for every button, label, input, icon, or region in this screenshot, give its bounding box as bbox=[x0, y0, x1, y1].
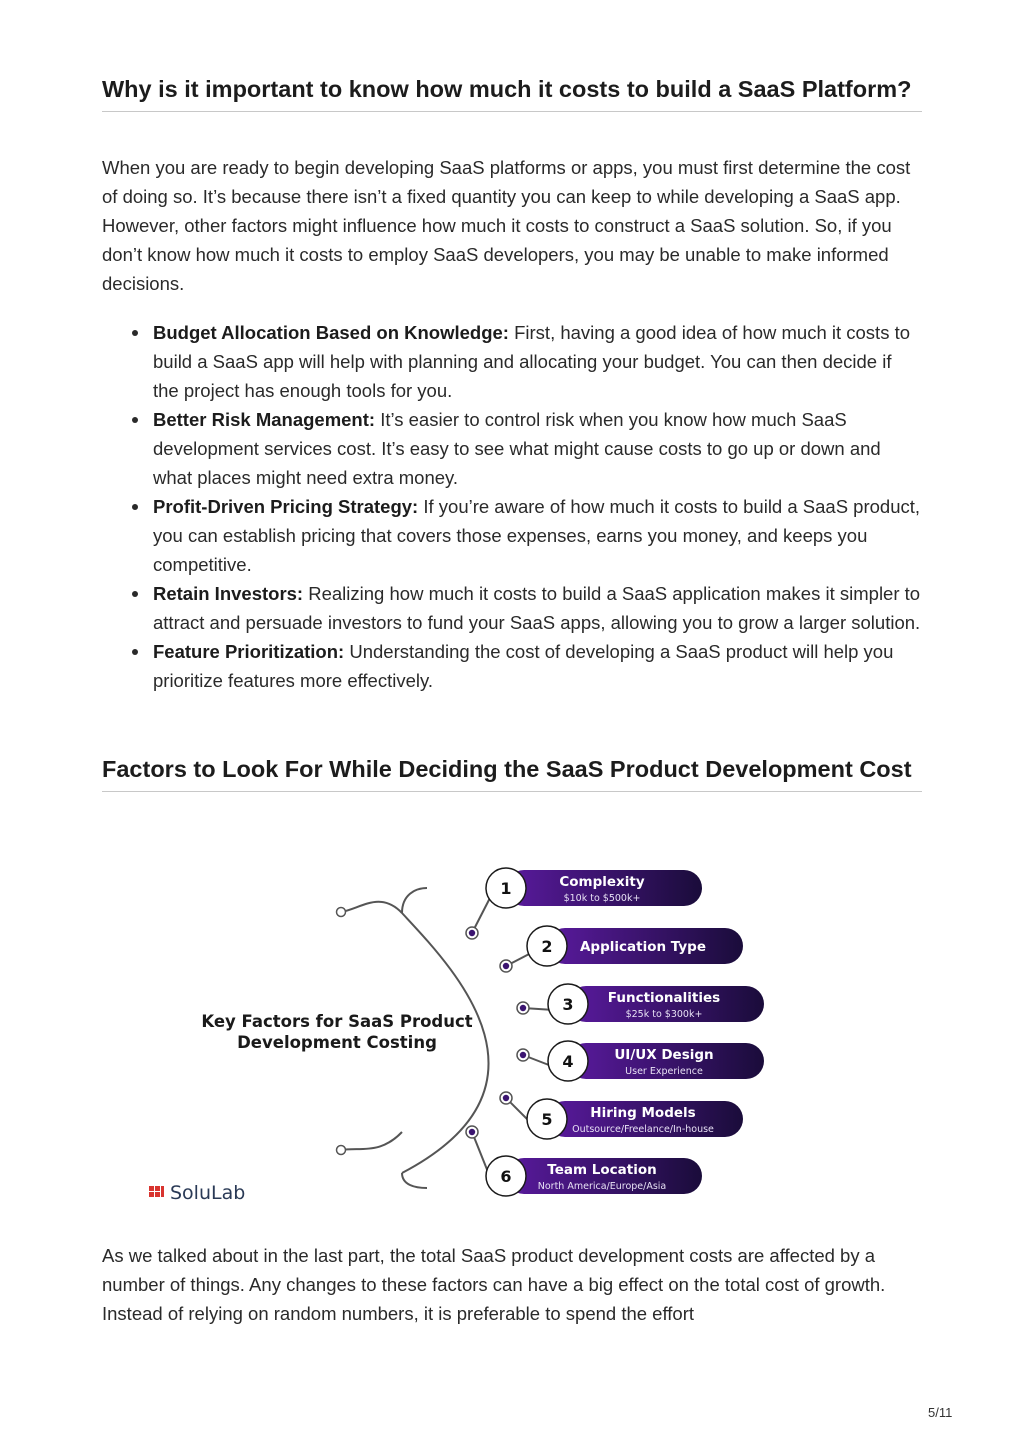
factor-number: 5 bbox=[541, 1110, 553, 1129]
benefit-item bbox=[102, 405, 922, 492]
factor-3 bbox=[517, 984, 764, 1024]
benefit-term: Better Risk Management: bbox=[153, 409, 376, 430]
benefit-text: If you’re aware of how much it costs to build a SaaS product, you can establish pricing that covers those expenses, earns you money, and keeps you competitive. bbox=[153, 496, 921, 575]
factor-sub: Outsource/Freelance/In-house bbox=[572, 1124, 714, 1135]
benefit-term: Retain Investors: bbox=[153, 583, 304, 604]
benefit-item bbox=[102, 579, 922, 637]
benefit-text: Realizing how much it costs to build a SaaS application makes it simpler to attract and persuade investors to fund your SaaS apps, allowing you to grow a larger solution. bbox=[153, 583, 921, 633]
benefit-text: Understanding the cost of developing a SaaS product will help you prioritize features more effectively. bbox=[153, 641, 894, 691]
factor-sub: $25k to $300k+ bbox=[625, 1009, 703, 1020]
factor-label: Application Type bbox=[579, 939, 707, 955]
factor-pills bbox=[466, 868, 764, 1196]
heading-factors: Factors to Look For While Deciding the SaaS Product Development Cost bbox=[102, 756, 912, 782]
spine-node-core bbox=[520, 1005, 526, 1011]
factor-number: 6 bbox=[500, 1167, 512, 1186]
solulab-logo-icon bbox=[149, 1186, 164, 1197]
heading-divider bbox=[102, 111, 922, 112]
heading-divider bbox=[102, 791, 922, 792]
factor-number: 3 bbox=[562, 995, 574, 1014]
connector-branch bbox=[341, 1132, 402, 1150]
benefit-item bbox=[102, 637, 922, 695]
factor-sub: $10k to $500k+ bbox=[563, 893, 641, 904]
section-heading-factors bbox=[102, 754, 922, 792]
spine-node-core bbox=[469, 930, 475, 936]
solulab-brand: SoluLab bbox=[170, 1182, 246, 1204]
connector-line bbox=[402, 888, 427, 913]
heading-why-important: Why is it important to know how much it costs to build a SaaS Platform? bbox=[102, 76, 912, 102]
benefits-list bbox=[102, 318, 922, 695]
page-indicator: 5/11 bbox=[928, 1405, 953, 1420]
factor-label: Complexity bbox=[559, 874, 645, 890]
endpoint-dot bbox=[337, 908, 346, 917]
benefit-item bbox=[102, 318, 922, 405]
factor-label: Functionalities bbox=[607, 990, 721, 1006]
factor-4 bbox=[517, 1041, 764, 1081]
factor-5 bbox=[500, 1092, 743, 1139]
intro-paragraph: When you are ready to begin developing SaaS platforms or apps, you must first determine the cost of doing so. It’s because there isn’t a fixed quantity you can keep to while developing a SaaS app. However, other factors might influence how much it costs to construct a SaaS solution. So, if you don’t know how much it costs to employ SaaS developers, you may be unable to make informed decisions. bbox=[102, 157, 911, 294]
spine-node-core bbox=[503, 963, 509, 969]
benefit-term: Feature Prioritization: bbox=[153, 641, 345, 662]
factor-2 bbox=[500, 926, 743, 972]
section-heading-why-important bbox=[102, 74, 922, 112]
factor-label: Team Location bbox=[547, 1162, 657, 1178]
connector-line bbox=[402, 1173, 427, 1188]
factor-number: 2 bbox=[541, 937, 553, 956]
factor-sub: User Experience bbox=[625, 1066, 703, 1077]
key-factors-diagram bbox=[140, 855, 820, 1215]
diagram-title-line2: Development Costing bbox=[237, 1033, 437, 1052]
benefit-term: Budget Allocation Based on Knowledge: bbox=[153, 322, 509, 343]
connector-branch bbox=[341, 902, 402, 913]
spine-node-core bbox=[503, 1095, 509, 1101]
factor-sub: North America/Europe/Asia bbox=[537, 1181, 667, 1192]
factors-paragraph: As we talked about in the last part, the total SaaS product development costs are affected by a number of things. Any changes to these factors can have a big effect on the total cost of growth. Instead of relying on random numbers, it is preferable to spend the effort bbox=[102, 1245, 886, 1324]
spine-node-core bbox=[520, 1052, 526, 1058]
diagram-title-line1: Key Factors for SaaS Product bbox=[201, 1012, 473, 1031]
factor-label: UI/UX Design bbox=[614, 1047, 714, 1063]
benefit-term: Profit-Driven Pricing Strategy: bbox=[153, 496, 419, 517]
factor-number: 1 bbox=[500, 879, 512, 898]
spine-node-core bbox=[469, 1129, 475, 1135]
factor-number: 4 bbox=[562, 1052, 574, 1071]
benefit-text: First, having a good idea of how much it costs to build a SaaS app will help with planning and allocating your budget. You can then decide if the project has enough tools for you. bbox=[153, 322, 911, 401]
benefit-text: It’s easier to control risk when you know how much SaaS development services cost. It’s easy to see what might cause costs to go up or down and what places might need extra money. bbox=[153, 409, 881, 488]
endpoint-dot bbox=[337, 1146, 346, 1155]
benefit-item bbox=[102, 492, 922, 579]
factor-label: Hiring Models bbox=[590, 1105, 696, 1121]
